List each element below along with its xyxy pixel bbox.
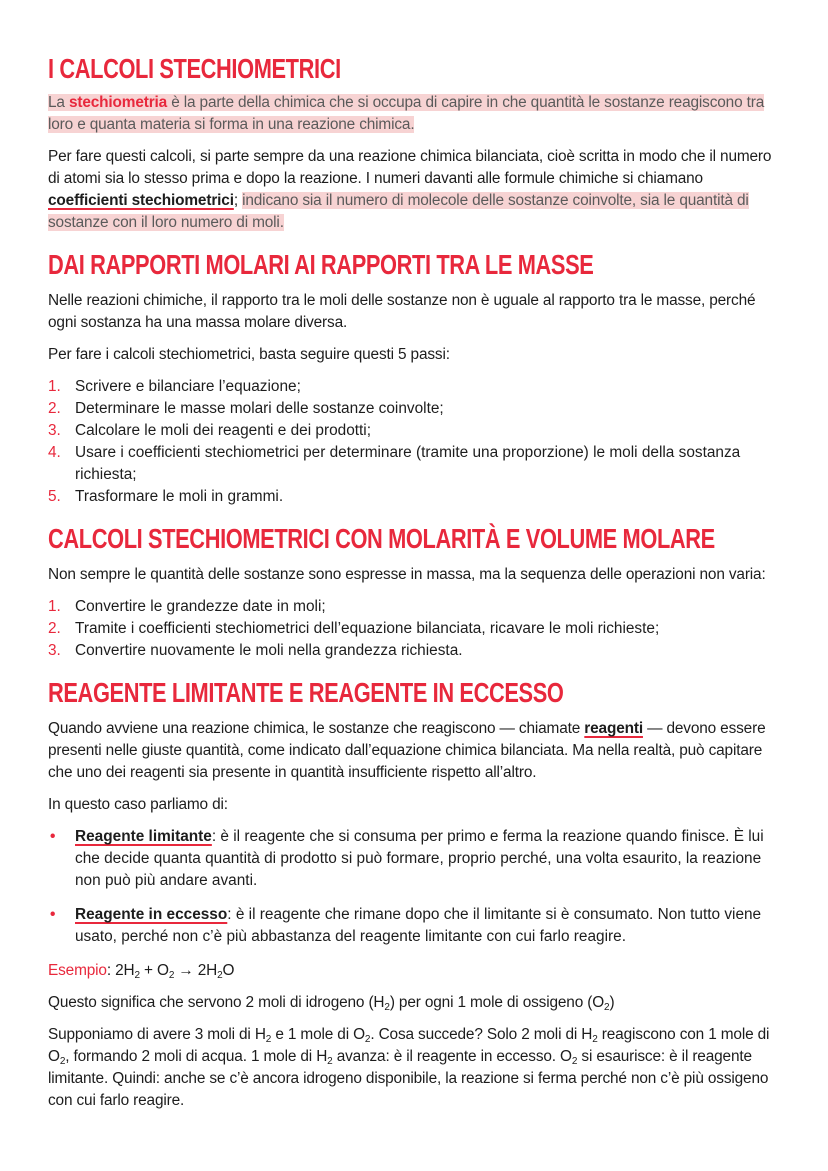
paragraph: Nelle reazioni chimiche, il rapporto tra le moli delle sostanze non è uguale al rapporto tra le masse, perché ogni sostanza ha una massa molare diversa.	[48, 292, 756, 331]
paragraph: Non sempre le quantità delle sostanze sono espresse in massa, ma la sequenza delle operazioni non varia:	[48, 566, 766, 583]
list-item: 3. Convertire nuovamente le moli nella grandezza richiesta.	[48, 642, 463, 659]
list-item: 1. Convertire le grandezze date in moli;	[48, 598, 326, 615]
paragraph: Questo significa che servono 2 moli di idrogeno $(H_2)$ per ogni 1 mole di ossigeno $(O_2)$	[48, 994, 615, 1013]
bullet-icon: •	[50, 906, 56, 923]
term-reagenti: reagenti	[584, 720, 643, 737]
term-coefficienti: coefficienti stechiometrici	[48, 192, 234, 209]
term-stechiometria: stechiometria	[68, 94, 168, 111]
paragraph-definition: La stechiometria è la parte della chimica che si occupa di capire in che quantità le sostanze reagiscono tra loro e quanta materia si forma in una reazione chimica.	[48, 94, 765, 133]
paragraph: Supponiamo di avere 3 moli di $H_2$ e 1 mole di $O_2$. Cosa succede? Solo 2 moli di $H_2$ reagiscono con 1 mole di $O_2$, formando 2 moli di acqua. 1 mole di $H_2$ avanza: è il reagente in eccesso. $O_2$ si esaurisce: è il reagente limitante. Quindi: anche se c’è ancora idrogeno disponibile, la reazione si ferma perché non c’è più ossigeno con cui farlo reagire.	[48, 1026, 770, 1109]
steps-list	[48, 596, 780, 662]
heading-reagente-limitante: REAGENTE LIMITANTE E REAGENTE IN ECCESSO	[48, 677, 564, 708]
paragraph-coefficients: Per fare questi calcoli, si parte sempre da una reazione chimica bilanciata, cioè scritta in modo che il numero di atomi sia lo stesso prima e dopo la reazione. I numeri davanti alle formule chimiche si chiamano coefficienti stechiometrici; indicano sia il numero di molecole delle sostanze coinvolte, sia le quantità di sostanze con il loro numero di moli.	[48, 148, 772, 231]
bullet-icon: •	[50, 828, 56, 845]
heading-molarita-volume: CALCOLI STECHIOMETRICI CON MOLARITÀ E VOLUME MOLARE	[48, 523, 715, 554]
paragraph: Quando avviene una reazione chimica, le sostanze che reagiscono — chiamate reagenti — devono essere presenti nelle giuste quantità, come indicato dall’equazione chimica bilanciata. Ma nella realtà, può capitare che uno dei reagenti sia presente in quantità insufficiente rispetto all’altro.	[48, 720, 766, 781]
example-equation: Esempio: $2H_2 + O_2 \to 2H_2O$	[48, 962, 235, 981]
list-item: 1. Scrivere e bilanciare l’equazione;	[48, 378, 301, 395]
list-item: 5. Trasformare le moli in grammi.	[48, 488, 284, 505]
paragraph: In questo caso parliamo di:	[48, 796, 228, 813]
list-item: 3. Calcolare le moli dei reagenti e dei prodotti;	[48, 422, 372, 439]
list-item: • Reagente in eccesso: è il reagente che rimane dopo che il limitante si è consumato. Non tutto viene usato, perché non c’è più abbastanza del reagente limitante con cui farlo reagire.	[50, 906, 762, 945]
bullet-list	[48, 826, 780, 948]
list-item: 2. Determinare le masse molari delle sostanze coinvolte;	[48, 400, 444, 417]
steps-list	[48, 376, 780, 508]
heading-calcoli-stechiometrici: I CALCOLI STECHIOMETRICI	[48, 53, 341, 84]
paragraph: Per fare i calcoli stechiometrici, basta seguire questi 5 passi:	[48, 346, 450, 363]
list-item: • Reagente limitante: è il reagente che si consuma per primo e ferma la reazione quando finisce. È lui che decide quanta quantità di prodotto si può formare, proprio perché, una volta esaurito, la reazione non può più andare avanti.	[50, 828, 764, 889]
list-item: 4. Usare i coefficienti stechiometrici per determinare (tramite una proporzione) le moli della sostanza richiesta;	[48, 444, 741, 483]
heading-rapporti-molari: DAI RAPPORTI MOLARI AI RAPPORTI TRA LE MASSE	[48, 249, 594, 280]
list-item: 2. Tramite i coefficienti stechiometrici dell’equazione bilanciata, ricavare le moli richieste;	[48, 620, 660, 637]
